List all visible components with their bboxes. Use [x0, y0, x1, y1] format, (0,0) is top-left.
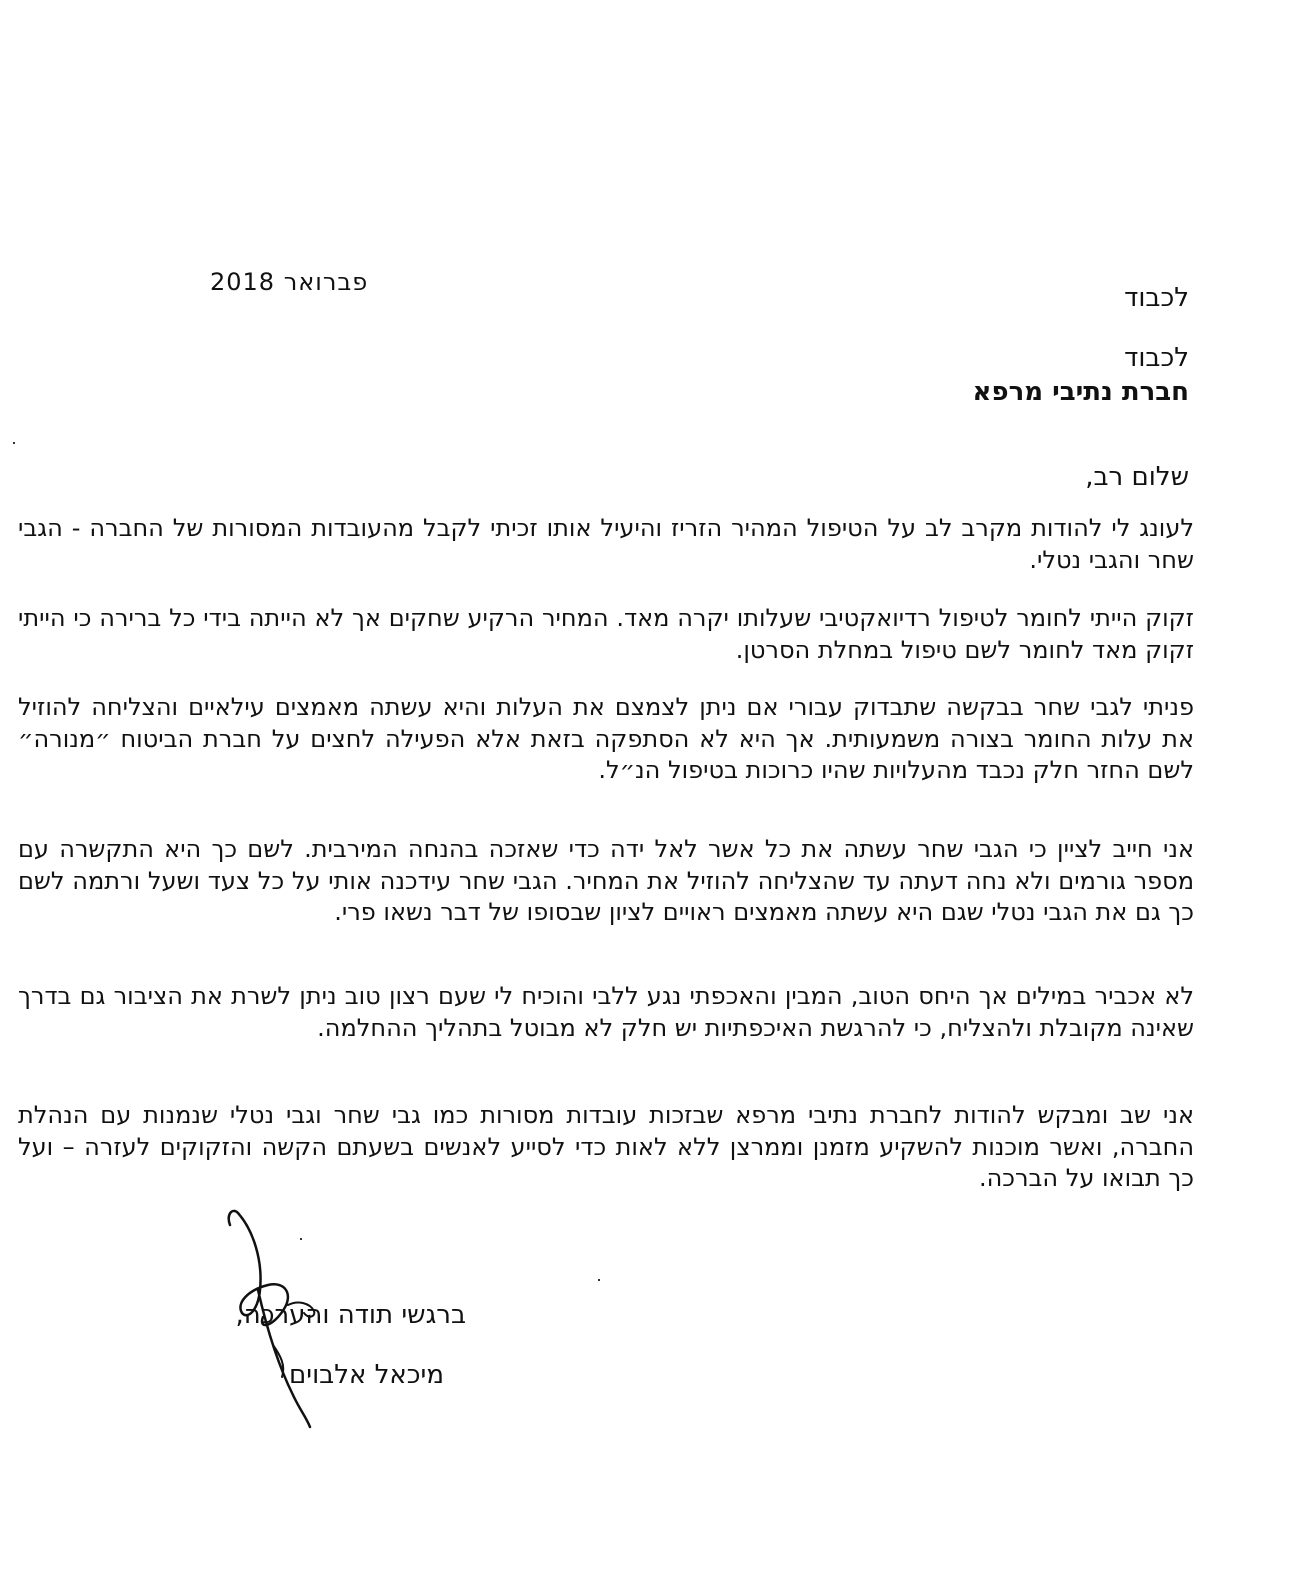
greeting: שלום רב,	[1085, 462, 1189, 492]
paragraph-6: אני שב ומבקש להודות לחברת נתיבי מרפא שבזכות עובדות מסורות כמו גבי שחר וגבי נטלי שנמנות עם הנהלת החברה, ואשר מוכנות להשקיע מזמנן וממרצן ללא לאות כדי לסייע לאנשים בשעתם הקשה והזקוקים לעזרה – ועל כך תבואו על הברכה.	[18, 1101, 1194, 1192]
paragraph-3: פניתי לגבי שחר בבקשה שתבדוק עבורי אם ניתן לצמצם את העלות והיא עשתה מאמצים עילאיים והצליחה להוזיל את עלות החומר בצורה משמעותית. אך היא לא הסתפקה בזאת אלא הפעילה לחצים על חברת הביטוח ״מנורה״ לשם החזר חלק נכבד מהעלויות שהיו כרוכות בטיפול הנ״ל.	[18, 693, 1194, 784]
paragraph-2: זקוק הייתי לחומר לטיפול רדיואקטיבי שעלותו יקרה מאד. המחיר הרקיע שחקים אך לא הייתה בידי כל ברירה כי הייתי זקוק מאד לחומר לשם טיפול במחלת הסרטן.	[18, 604, 1194, 664]
paragraph-4: אני חייב לציין כי הגבי שחר עשתה את כל אשר לאל ידה כדי שאזכה בהנחה המירבית. לשם כך היא התקשרה עם מספר גורמים ולא נחה דעתה עד שהצליחה להוזיל את המחיר. הגבי שחר עידכנה אותי על כל צעד ושעל ורתמה לשם כך גם את הגבי נטלי שגם היא עשתה מאמצים ראויים לציון שבסופו של דבר נשאו פרי.	[18, 835, 1194, 926]
letter-date: פברואר 2018	[210, 268, 369, 296]
handwritten-signature	[218, 1205, 368, 1430]
scan-speck	[300, 1238, 302, 1240]
scan-speck	[13, 442, 15, 444]
salutation-top: לכבוד	[1124, 283, 1189, 313]
paragraph-5: לא אכביר במילים אך היחס הטוב, המבין והאכפתי נגע ללבי והוכיח לי שעם רצון טוב ניתן לשרת את הציבור גם בדרך שאינה מקובלת ולהצליח, כי להרגשת האיכפתיות יש חלק לא מבוטל בתהליך ההחלמה.	[18, 982, 1194, 1042]
signer-name: מיכאל אלבוים	[289, 1360, 444, 1390]
paragraph-1: לעונג לי להודות מקרב לב על הטיפול המהיר הזריז והיעיל אותו זכיתי לקבל מהעובדות המסורות של החברה - הגבי שחר והגבי נטלי.	[18, 514, 1194, 574]
closing-line: ברגשי תודה והערכה,	[235, 1300, 466, 1330]
recipient-to: לכבוד	[1124, 343, 1189, 373]
recipient-block	[973, 341, 1189, 409]
recipient-company: חברת נתיבי מרפא	[972, 377, 1189, 407]
scan-speck	[598, 1279, 600, 1281]
